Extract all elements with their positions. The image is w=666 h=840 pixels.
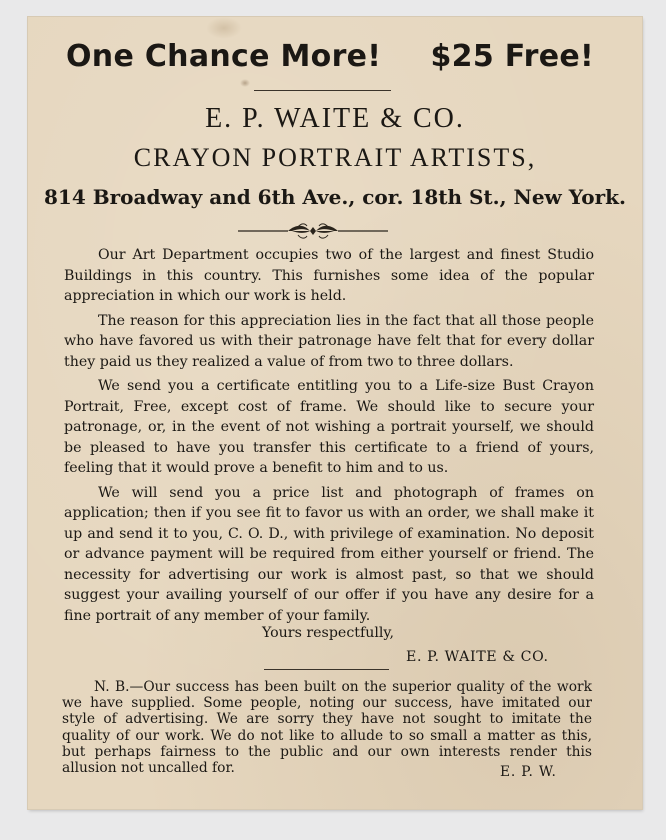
- company-address: 814 Broadway and 6th Ave., cor. 18th St., New York.: [44, 185, 626, 209]
- decorative-flourish-icon: [238, 222, 388, 240]
- company-name: E. P. WAITE & CO.: [205, 103, 465, 134]
- nota-bene-text: N. B.—Our success has been built on the superior quality of the work we have supplied. Some people, noting our success, have imitated our style of advertising. We are sorry they have not sought to imitate the quality of our work. We do not like to allude to so small a matter as this, but perhaps fairness to the public and our own interests render this allusion not uncalled for.: [62, 679, 592, 777]
- advertisement-document: [28, 17, 642, 809]
- nota-bene: [62, 679, 592, 780]
- middle-divider: [264, 669, 389, 670]
- paragraph-4: We will send you a price list and photograph of frames on application; then if you see fit to favor us with an order, we shall make it up and send it to you, C. O. D., with privilege of examination. No deposit or advance payment will be required from either yourself or friend. The necessity for advertising our work is almost past, so that we should suggest your availing yourself of our offer if you have any desire for a fine portrait of any member of your family.: [64, 484, 594, 624]
- paragraph-3: We send you a certificate entitling you to a Life-size Bust Crayon Portrait, Free, except cost of frame. We should like to secure your patronage, or, in the event of not wishing a portrait yourself, we should be pleased to have you transfer this certificate to a friend of yours, feeling that it would prove a benefit to him and to us.: [64, 378, 594, 476]
- closing-signature: E. P. WAITE & CO.: [406, 649, 549, 665]
- top-divider: [254, 90, 391, 91]
- paragraph-1: Our Art Department occupies two of the largest and finest Studio Buildings in this country. This furnishes some idea of the popular appreciation in which our work is held.: [64, 247, 594, 304]
- nota-bene-initials: E. P. W.: [500, 764, 557, 780]
- headline-right: $25 Free!: [430, 39, 594, 74]
- company-title: CRAYON PORTRAIT ARTISTS,: [133, 143, 537, 172]
- headline-row: [28, 17, 642, 97]
- body-text: [64, 245, 594, 630]
- headline-left: One Chance More!: [66, 39, 382, 74]
- closing-salutation: Yours respectfully,: [262, 625, 395, 641]
- paragraph-2: The reason for this appreciation lies in the fact that all those people who have favored us with their patronage have felt that for every dollar they paid us they realized a value of from two to three dollars.: [64, 312, 594, 370]
